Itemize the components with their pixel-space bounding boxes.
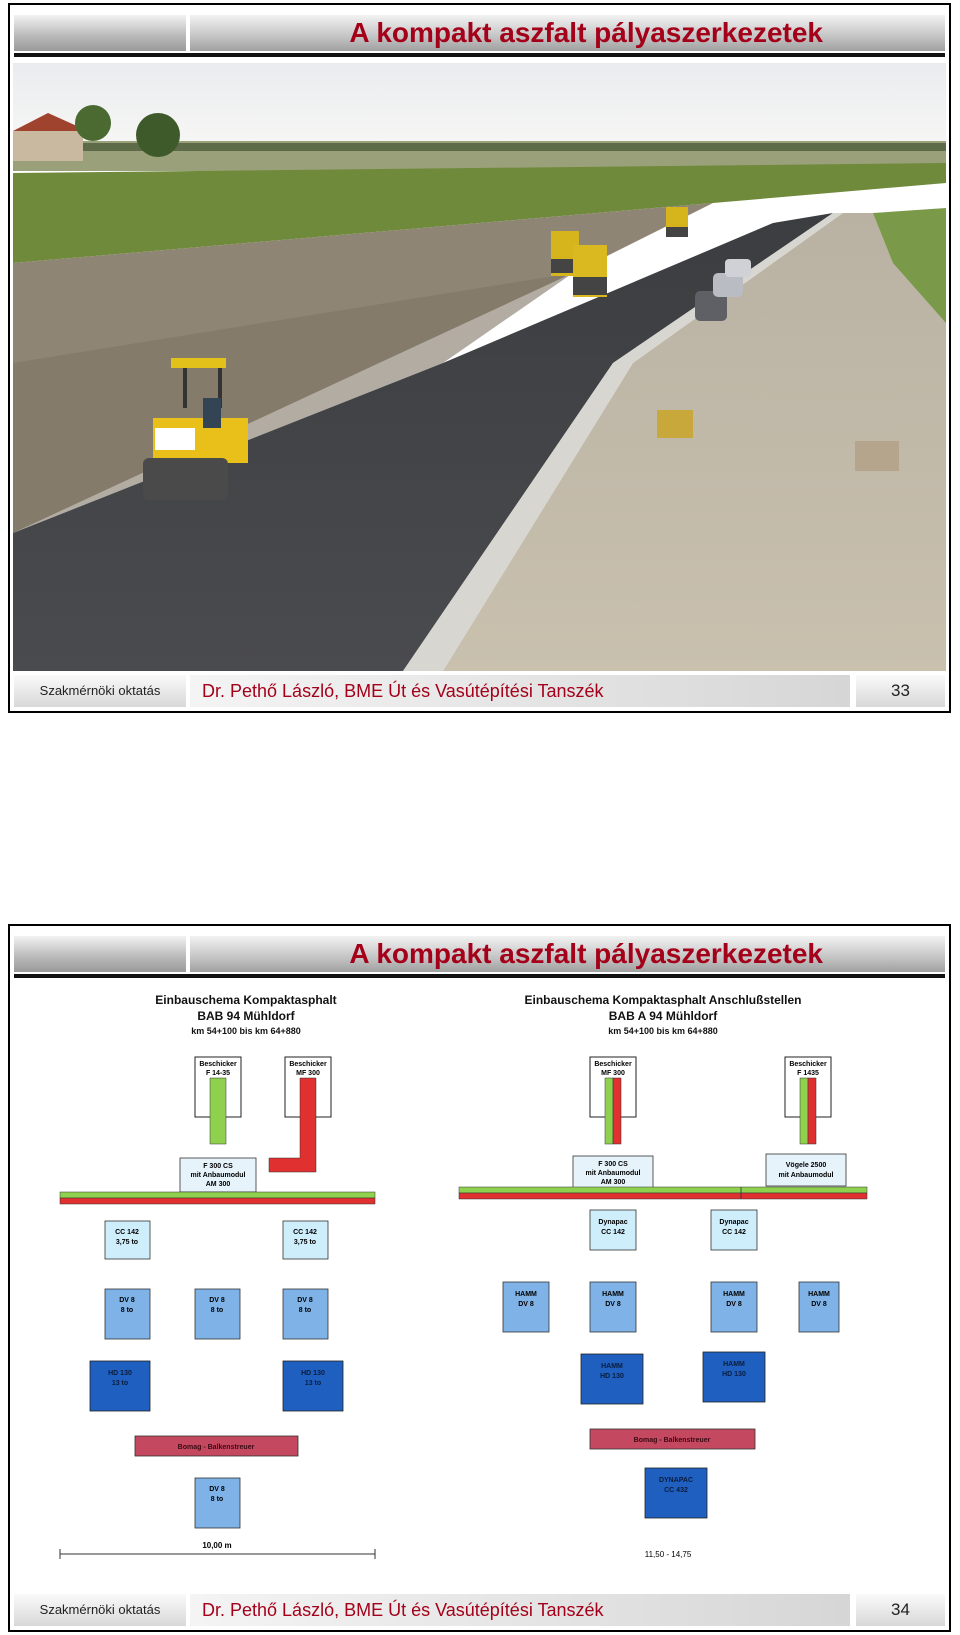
footer-course: Szakmérnöki oktatás [14,675,186,707]
svg-text:HAMM: HAMM [723,1361,745,1368]
page-number: 33 [856,675,945,707]
svg-text:F 300 CS: F 300 CS [203,1163,233,1170]
header-bar-left [14,15,186,51]
svg-text:13 to: 13 to [111,1380,129,1387]
svg-text:HAMM: HAMM [515,1291,537,1298]
layer-red [459,1193,867,1199]
road-construction-photo [13,63,946,671]
svg-text:Dynapac: Dynapac [719,1219,749,1226]
svg-text:HD 130: HD 130 [722,1371,746,1378]
tree [136,113,180,157]
right-title-2: BAB A 94 Mühldorf [608,1009,718,1023]
left-scheme [60,993,375,1559]
svg-text:AM 300: AM 300 [600,1179,626,1186]
bomag-label: Bomag - Balkenstreuer [177,1444,255,1451]
bomag-label: Bomag - Balkenstreuer [633,1437,711,1444]
svg-text:mit Anbaumodul: mit Anbaumodul [585,1170,641,1177]
house [13,131,83,161]
svg-text:HD 130: HD 130 [108,1370,132,1377]
layer-red [60,1198,375,1204]
paver-box [766,1154,846,1186]
right-title-1: Einbauschema Kompaktasphalt Anschlußstellen [524,993,802,1007]
green-feed-bar [800,1078,808,1144]
left-title-2: BAB 94 Mühldorf [197,1009,295,1023]
roller-mid-2 [573,245,607,297]
slide-title: A kompakt aszfalt pályaszerkezetek [349,17,823,48]
svg-text:8 to: 8 to [210,1496,224,1503]
header-divider [14,53,945,57]
svg-text:HD 130: HD 130 [600,1373,624,1380]
car [725,259,751,277]
slide-header [10,5,949,55]
svg-text:DV 8: DV 8 [119,1297,135,1304]
header-bar-left [14,936,186,972]
svg-text:HAMM: HAMM [808,1291,830,1298]
svg-text:AM 300: AM 300 [205,1181,231,1188]
footer-course: Szakmérnöki oktatás [14,1594,186,1626]
svg-text:DV 8: DV 8 [811,1301,827,1308]
svg-text:mit Anbaumodul: mit Anbaumodul [190,1172,246,1179]
green-feed-bar [605,1078,613,1144]
slide-title: A kompakt aszfalt pályaszerkezetek [349,938,823,969]
header-divider [14,974,945,978]
left-title-3: km 54+100 bis km 64+880 [191,1026,301,1036]
svg-text:3,75 to: 3,75 to [293,1239,317,1246]
layer-green [60,1192,375,1198]
svg-text:DV 8: DV 8 [209,1486,225,1493]
slide-34 [8,924,951,1632]
green-feed-bar [210,1078,226,1144]
svg-text:CC 142: CC 142 [601,1229,625,1236]
svg-text:8 to: 8 to [298,1307,312,1314]
beschicker-label: Beschicker [289,1061,327,1068]
footer-author: Dr. Pethő László, BME Út és Vasútépítési Tanszék [190,675,850,707]
svg-text:CC 142: CC 142 [293,1229,317,1236]
svg-text:CC 142: CC 142 [115,1229,139,1236]
svg-text:CC 142: CC 142 [722,1229,746,1236]
svg-text:8 to: 8 to [210,1307,224,1314]
red-feed-bar [808,1078,816,1144]
page-number: 34 [856,1594,945,1626]
tanker [657,410,693,438]
svg-text:HAMM: HAMM [602,1291,624,1298]
svg-text:DV 8: DV 8 [209,1297,225,1304]
footer-author: Dr. Pethő László, BME Út és Vasútépítési Tanszék [190,1594,850,1626]
red-feed-bar [613,1078,621,1144]
svg-text:Dynapac: Dynapac [598,1219,628,1226]
roller-far [666,207,688,237]
scale-label: 11,50 - 14,75 [644,1550,692,1559]
svg-text:CC 432: CC 432 [664,1487,688,1494]
paving-scheme-diagram [13,982,946,1588]
svg-text:Beschicker: Beschicker [789,1061,827,1068]
svg-text:DV 8: DV 8 [605,1301,621,1308]
beschicker-label: Beschicker [199,1061,237,1068]
left-title-1: Einbauschema Kompaktasphalt [155,993,337,1007]
slide-header [10,926,949,976]
svg-text:F 300 CS: F 300 CS [598,1161,628,1168]
svg-text:MF 300: MF 300 [601,1070,625,1077]
scale-label: 10,00 m [202,1541,232,1550]
pallet [855,441,899,471]
beschicker-model: MF 300 [296,1070,320,1077]
svg-text:HAMM: HAMM [723,1291,745,1298]
layer-green [459,1187,867,1193]
beschicker-model: F 14-35 [205,1070,231,1077]
svg-text:F 1435: F 1435 [797,1070,819,1077]
slide-33 [8,3,951,713]
svg-text:DYNAPAC: DYNAPAC [658,1477,694,1484]
right-title-3: km 54+100 bis km 64+880 [608,1026,718,1036]
svg-text:HAMM: HAMM [601,1363,623,1370]
svg-text:DV 8: DV 8 [518,1301,534,1308]
slide-footer [10,1590,949,1630]
slide-footer [10,671,949,711]
svg-text:Beschicker: Beschicker [594,1061,632,1068]
svg-text:DV 8: DV 8 [297,1297,313,1304]
right-scheme [459,993,867,1559]
svg-text:mit Anbaumodul: mit Anbaumodul [778,1172,834,1179]
svg-text:Vögele 2500: Vögele 2500 [785,1162,827,1169]
svg-text:HD 130: HD 130 [301,1370,325,1377]
svg-text:13 to: 13 to [304,1380,322,1387]
svg-text:3,75 to: 3,75 to [115,1239,139,1246]
svg-text:DV 8: DV 8 [726,1301,742,1308]
tree [75,105,111,141]
svg-text:8 to: 8 to [120,1307,134,1314]
